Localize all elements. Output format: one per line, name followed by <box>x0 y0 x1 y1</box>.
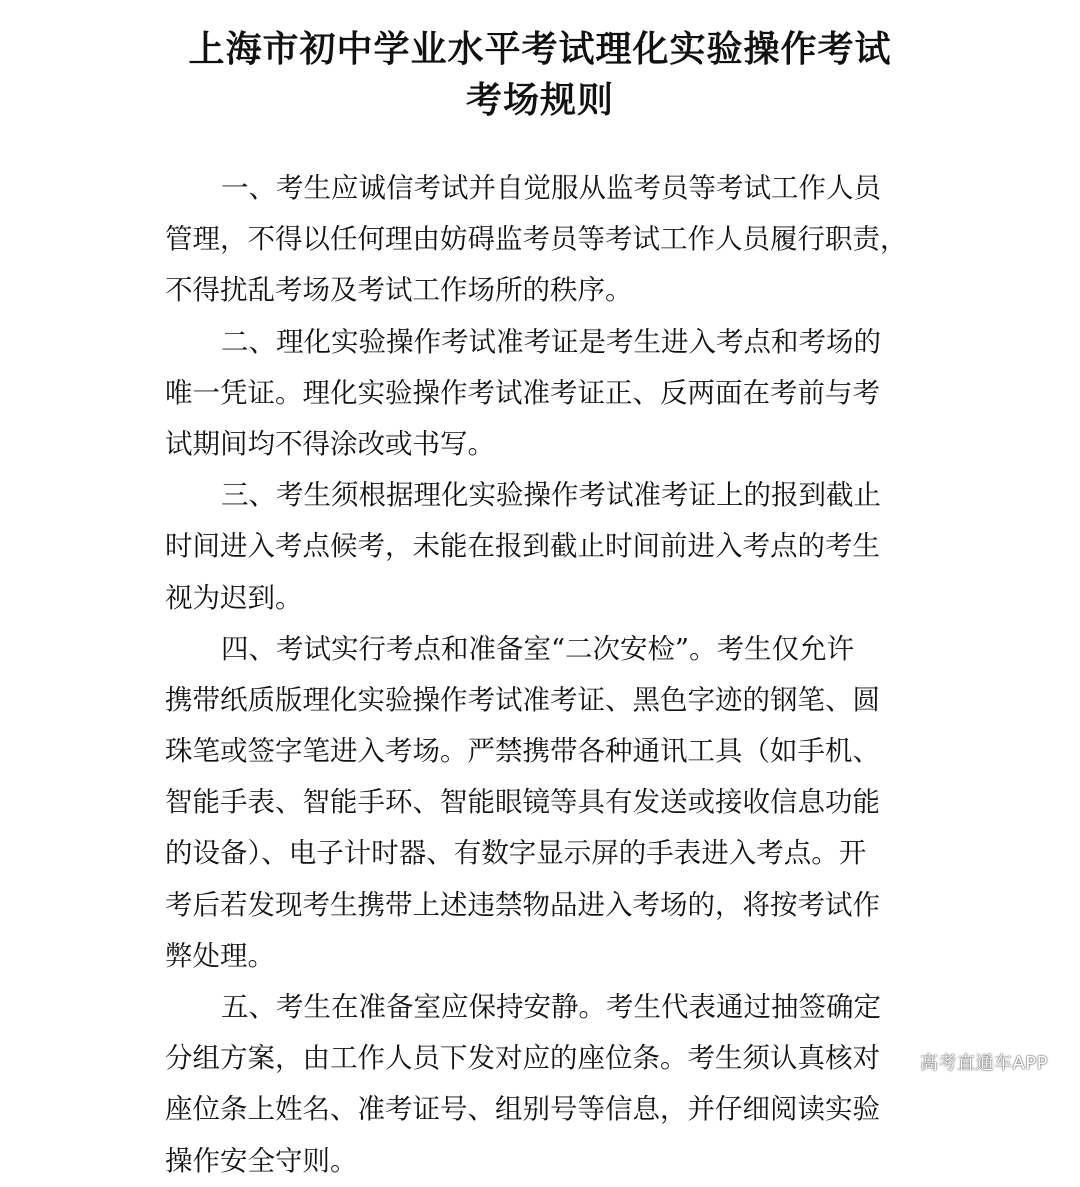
rule-3-line-3: 视为迟到。 <box>165 581 303 614</box>
rules-body <box>165 163 925 1187</box>
app-watermark: 高考直通车APP <box>919 1053 1048 1074</box>
rule-2-line-3: 试期间均不得涂改或书写。 <box>165 427 495 460</box>
rule-5-line-3: 座位条上姓名、准考证号、组别号等信息，并仔细阅读实验 <box>165 1093 880 1126</box>
document-subtitle: 考场规则 <box>465 79 614 121</box>
document-title: 上海市初中学业水平考试理化实验操作考试 <box>188 28 892 70</box>
rule-1-line-3: 不得扰乱考场及考试工作场所的秩序。 <box>165 274 633 307</box>
rule-2-line-2: 唯一凭证。理化实验操作考试准考证正、反两面在考前与考 <box>165 376 880 409</box>
rule-4-line-2: 携带纸质版理化实验操作考试准考证、黑色字迹的钢笔、圆 <box>165 683 880 716</box>
rule-5-line-4: 操作安全守则。 <box>165 1144 358 1177</box>
rule-2-line-1: 二、理化实验操作考试准考证是考生进入考点和考场的 <box>221 325 881 358</box>
rule-4-line-7: 弊处理。 <box>165 939 275 972</box>
rule-3-line-1: 三、考生须根据理化实验操作考试准考证上的报到截止 <box>221 479 881 512</box>
rule-4-line-1: 四、考试实行考点和准备室“二次安检”。考生仅允许 <box>221 632 855 665</box>
rule-4-line-6: 考后若发现考生携带上述违禁物品进入考场的，将按考试作 <box>165 888 880 921</box>
rule-4-line-3: 珠笔或签字笔进入考场。严禁携带各种通讯工具（如手机、 <box>165 735 880 768</box>
rule-3-line-2: 时间进入考点候考，未能在报到截止时间前进入考点的考生 <box>165 530 880 563</box>
rule-4-line-5: 的设备）、电子计时器、有数字显示屏的手表进入考点。开 <box>165 837 867 870</box>
rule-4-line-4: 智能手表、智能手环、智能眼镜等具有发送或接收信息功能 <box>165 786 880 819</box>
rule-5-line-2: 分组方案，由工作人员下发对应的座位条。考生须认真核对 <box>165 1042 880 1075</box>
rule-1-line-2: 管理，不得以任何理由妨碍监考员等考试工作人员履行职责， <box>165 223 908 256</box>
rule-1-line-1: 一、考生应诚信考试并自觉服从监考员等考试工作人员 <box>221 172 881 204</box>
rule-5-line-1: 五、考生在准备室应保持安静。考生代表通过抽签确定 <box>221 991 881 1023</box>
